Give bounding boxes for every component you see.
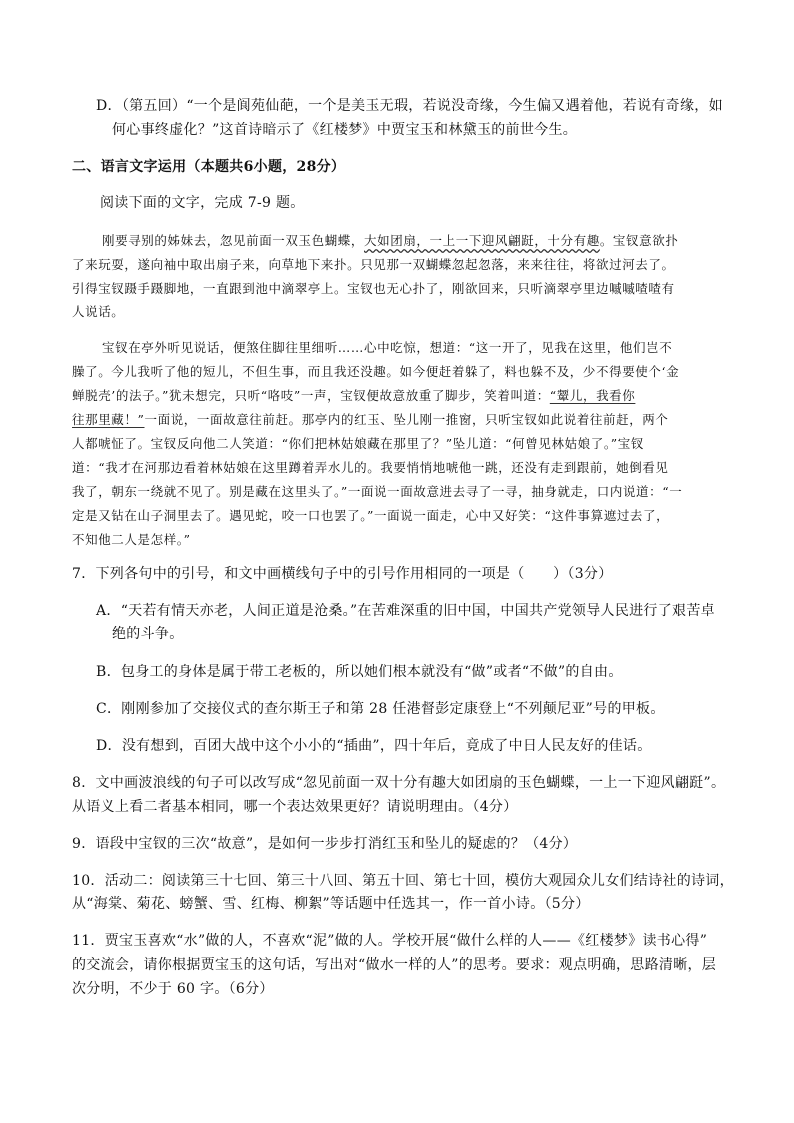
passage-text: 一面说，一面故意往前赶。那亭内的红玉、坠儿刚一推窗，只听宝钗如此说着往前赶，两个 (144, 412, 669, 427)
wavy-underlined-sentence: 大如团扇，一上一下迎风翩跹，十分有趣 (364, 233, 600, 248)
option-d-line-2: 何心事终虚化？”这首诗暗示了《红楼梦》中贾宝玉和林黛玉的前世今生。 (112, 122, 578, 138)
passage-p2-line-6: 道：“我才在河那边看着林姑娘在这里蹲着弄水儿的。我要悄悄地唬他一跳，还没有走到跟前，她倒看见 (72, 460, 669, 475)
passage-p2-line-8: 定是又钻在山子洞里去了。遇见蛇，咬一口也罢了。”一面说一面走，心中又好笑：“这件事算遮过去了， (72, 508, 670, 523)
passage-p1-line-3: 引得宝钗蹑手蹑脚地，一直跟到池中滴翠亭上。宝钗也无心扑了，刚欲回来，只听滴翠亭里边嘁嘁喳喳有 (72, 281, 675, 296)
q7-option-b: B．包身工的身体是属于带工老板的，所以她们根本就没有“做”或者“不做”的自由。 (96, 664, 623, 680)
q7-option-d: D．没有想到，百团大战中这个小小的“插曲”，四十年后，竟成了中日人民友好的佳话。 (96, 738, 652, 754)
q7-option-a-line-1: A．“天若有情天亦老，人间正道是沧桑。”在苦难深重的旧中国，中国共产党领导人民进行了艰苦卓 (96, 603, 715, 619)
q7-option-a-line-2: 绝的斗争。 (112, 626, 184, 642)
passage-p1-line-4: 人说话。 (72, 304, 125, 319)
q10-line-1: 10．活动二：阅读第三十七回、第三十八回、第五十回、第七十回，模仿大观园众儿女们结诗社的诗词， (72, 873, 734, 889)
q8-line-1: 8．文中画波浪线的句子可以改写成“忽见前面一双十分有趣大如团扇的玉色蝴蝶，一上一下迎风翩跹”。 (72, 775, 726, 791)
passage-p2-line-1: 宝钗在亭外听见说话，便煞住脚往里细听……心中吃惊，想道：“这一开了，见我在这里，他们岂不 (102, 340, 673, 355)
passage-text: 蝉脱壳’的法子。”犹未想完，只听“咯吱”一声，宝钗便故意放重了脚步，笑着叫道： (72, 388, 550, 403)
passage-p2-line-5: 人都唬怔了。宝钗反向他二人笑道：“你们把林姑娘藏在那里了？”坠儿道：“何曾见林姑娘了。”宝钗 (72, 436, 644, 451)
underlined-sentence-start: “颦儿，我看你 (549, 388, 636, 403)
q8-line-2: 从语义上看二者基本相同，哪一个表达效果更好？请说明理由。（4分） (72, 799, 518, 815)
q10-line-2: 从“海棠、菊花、螃蟹、雪、红梅、柳絮”等话题中任选其一，作一首小诗。（5分） (72, 896, 590, 912)
passage-p1-line-2: 了来玩耍，遂向袖中取出扇子来，向草地下来扑。只见那一双蝴蝶忽起忽落，来来往往，将欲过河去了。 (72, 257, 675, 272)
option-d-line-1: D．（第五回）“一个是阆苑仙葩，一个是美玉无瑕，若说没奇缘，今生偏又遇着他，若说有奇缘，如 (96, 98, 723, 114)
question-9: 9．语段中宝钗的三次“故意”，是如何一步步打消红玉和坠儿的疑虑的？（4分） (72, 836, 578, 852)
passage-p2-line-3 (72, 386, 635, 406)
underlined-sentence-end: 往那里藏！” (72, 412, 145, 427)
passage-p1-line-1 (102, 231, 678, 251)
passage-p2-line-9: 不知他二人是怎样。” (72, 532, 191, 547)
section-heading: 二、语言文字运用（本题共6小题，28分） (72, 159, 346, 175)
q7-option-c: C．刚刚参加了交接仪式的查尔斯王子和第 28 任港督彭定康登上“不列颠尼亚”号的甲板。 (96, 701, 665, 717)
passage-p2-line-7: 我了，朝东一绕就不见了。别是藏在这里头了。”一面说一面故意进去寻了一寻，抽身就走，口内说道：“一 (72, 484, 683, 499)
q11-line-2: 的交流会，请你根据贾宝玉的这句话，写出对“做水一样的人”的思考。要求：观点明确，思路清晰，层 (72, 957, 717, 973)
q7-stem: 7．下列各句中的引号，和文中画横线句子中的引号作用相同的一项是（ ）（3分） (72, 566, 613, 582)
passage-text: 。宝钗意欲扑 (599, 233, 679, 248)
passage-p2-line-4 (72, 410, 669, 430)
reading-instruction: 阅读下面的文字，完成 7-9 题。 (100, 195, 305, 211)
passage-text: 刚要寻别的姊妹去，忽见前面一双玉色蝴蝶， (102, 233, 365, 248)
q11-line-1: 11．贾宝玉喜欢“水”做的人，不喜欢“泥”做的人。学校开展“做什么样的人——《红楼梦》读书心得” (72, 933, 708, 949)
passage-p2-line-2: 臊了。今儿我听了他的短儿，不但生事，而且我还没趣。如今便赶着躲了，料也躲不及，少不得要使个‘金 (72, 364, 680, 379)
q11-line-3: 次分明，不少于 60 字。（6分） (72, 981, 274, 997)
